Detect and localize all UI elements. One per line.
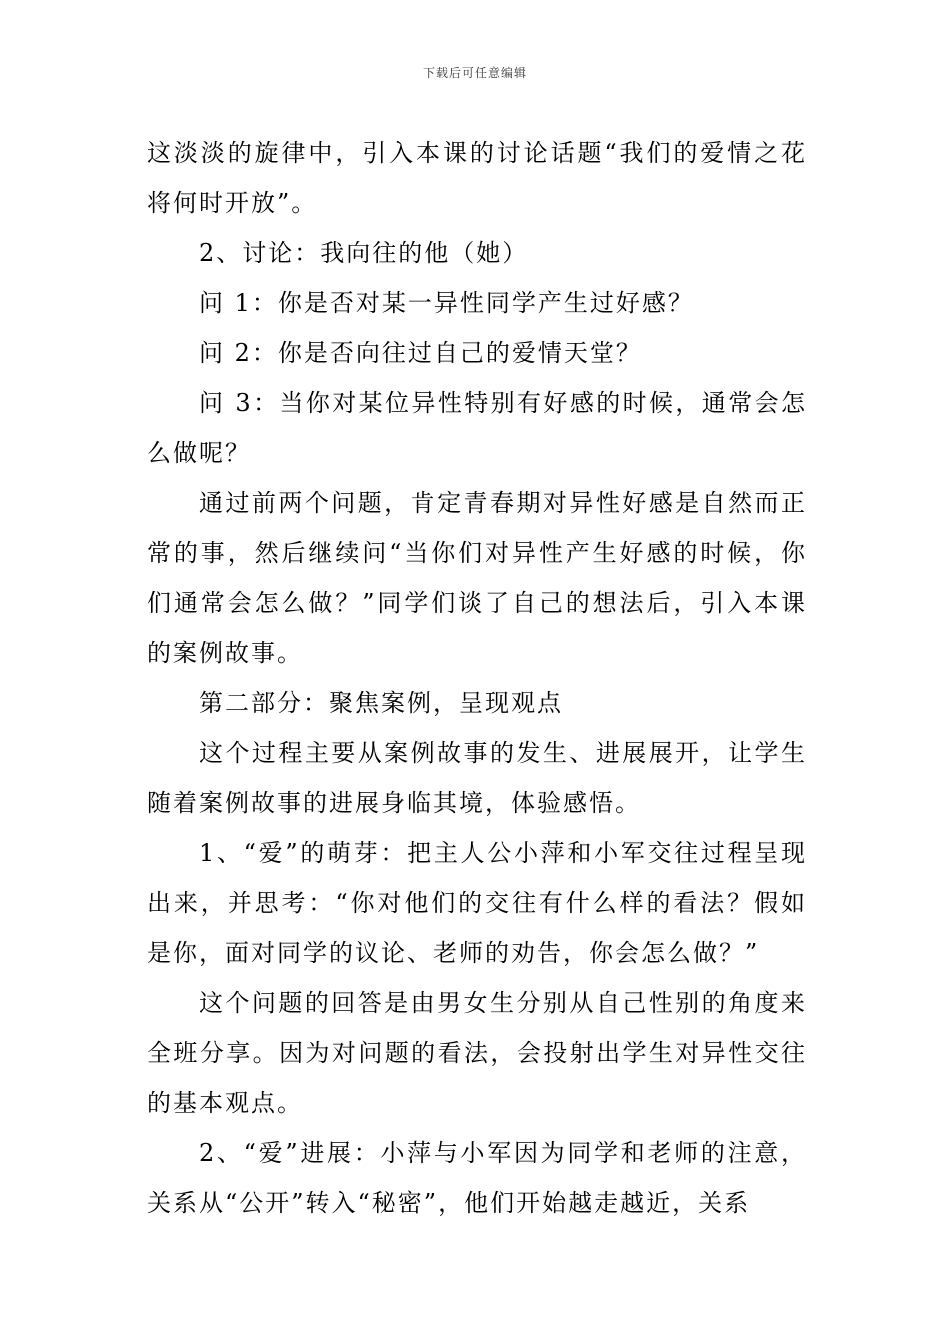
- paragraph-4: 问 2：你是否向往过自己的爱情天堂？: [199, 339, 642, 367]
- page-header-note: 下载后可任意编辑: [422, 66, 527, 80]
- document-body: [147, 128, 807, 1228]
- paragraph-8: 这个过程主要从案例故事的发生、进展展开，让学生随着案例故事的进展身临其境，体验感悟。: [147, 739, 807, 817]
- paragraph-9: 1、“爱”的萌芽：把主人公小萍和小军交往过程呈现出来，并思考：“你对他们的交往有什么样的看法？假如是你，面对同学的议论、老师的劝告，你会怎么做？”: [147, 839, 807, 967]
- paragraph-3: 问 1：你是否对某一异性同学产生过好感？: [199, 289, 694, 317]
- paragraph-2: 2、讨论：我向往的他（她）: [199, 239, 529, 267]
- paragraph-1: 这淡淡的旋律中，引入本课的讨论话题“我们的爱情之花将何时开放”。: [147, 139, 807, 217]
- paragraph-6: 通过前两个问题，肯定青春期对异性好感是自然而正常的事，然后继续问“当你们对异性产生好感的时候，你们通常会怎么做？”同学们谈了自己的想法后，引入本课的案例故事。: [147, 489, 807, 667]
- paragraph-10: 这个问题的回答是由男女生分别从自己性别的角度来全班分享。因为对问题的看法，会投射出学生对异性交往的基本观点。: [147, 989, 807, 1117]
- paragraph-11: 2、“爱”进展：小萍与小军因为同学和老师的注意，关系从“公开”转入“秘密”，他们开始越走越近，关系: [147, 1139, 807, 1217]
- paragraph-5: 问 3：当你对某位异性特别有好感的时候，通常会怎么做呢？: [147, 389, 807, 467]
- paragraph-7: 第二部分：聚焦案例，呈现观点: [199, 689, 563, 717]
